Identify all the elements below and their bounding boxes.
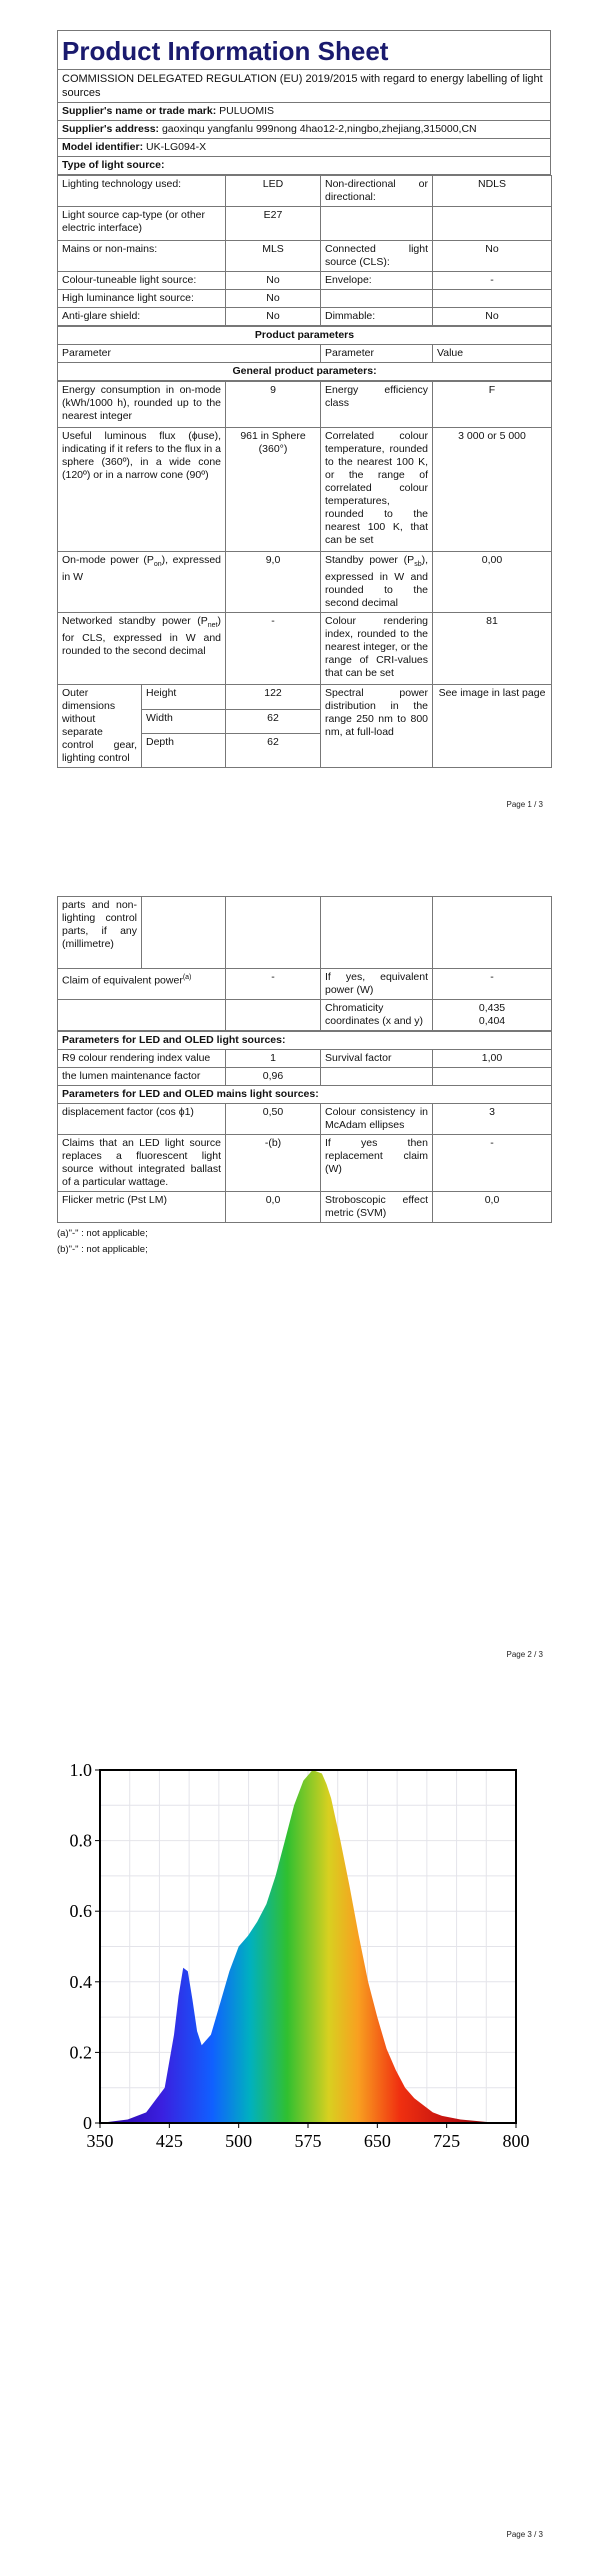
cell-key: Survival factor: [321, 1050, 433, 1068]
product-params-table: [57, 326, 552, 381]
footnote-ref: (a): [182, 974, 192, 981]
table-row: [58, 1050, 552, 1068]
table-row: [58, 308, 552, 326]
page-title: Product Information Sheet: [58, 31, 551, 70]
table-row: [58, 207, 552, 241]
cell-key: [321, 207, 433, 241]
x-tick-label: 725: [433, 2131, 461, 2151]
cell-value: [433, 207, 552, 241]
x-tick-label: 500: [225, 2131, 253, 2151]
cell-key: Non-directional or directional:: [321, 176, 433, 207]
model-label: Model identifier:: [62, 141, 144, 153]
cell-value: E27: [226, 207, 321, 241]
light-source-table: [57, 175, 552, 326]
table-row: [58, 241, 552, 272]
x-tick-label: 425: [155, 2131, 183, 2151]
product-params-heading: Product parameters: [58, 327, 552, 345]
cell-key: [321, 1068, 433, 1086]
cell-key: R9 colour rendering index value: [58, 1050, 226, 1068]
empty-cell: [433, 897, 552, 969]
y-tick-label: 0.4: [69, 1971, 92, 1992]
cell-value: -(b): [226, 1135, 321, 1192]
x-tick-label: 800: [502, 2131, 530, 2151]
cell-key: Colour-tuneable light source:: [58, 272, 226, 290]
cell-key: Flicker metric (Pst LM): [58, 1192, 226, 1223]
cell-key: On-mode power $(P_{on})$, expressed in W: [58, 552, 226, 613]
spectral-power-chart: [62, 1760, 562, 2180]
dimensions-continued-table: [57, 896, 552, 1031]
cell-value: 961 in Sphere (360°): [226, 428, 321, 552]
general-params-table: [57, 381, 552, 768]
col-header-param-2: Parameter: [321, 345, 433, 363]
y-tick-label: 0.6: [69, 1901, 92, 1922]
page-2: [0, 860, 603, 1680]
x-tick-label: 650: [363, 2131, 391, 2151]
cell-key: Energy efficiency class: [321, 382, 433, 428]
cell-key: Standby power $(P_{sb})$, expressed in W and rounded to the second decimal: [321, 552, 433, 613]
cell-key: Dimmable:: [321, 308, 433, 326]
page-number: Page 3 / 3: [506, 2530, 543, 2539]
cell-key: Claims that an LED light source replaces a fluorescent light source without integrated ballast of a particular wattage.: [58, 1135, 226, 1192]
cell-value: [433, 290, 552, 308]
cell-key: If yes, equivalent power (W): [321, 969, 433, 1000]
page-number: Page 1 / 3: [506, 800, 543, 809]
table-row: [58, 969, 552, 1000]
supplier-label: Supplier's name or trade mark:: [62, 105, 217, 117]
y-tick-label: 1.0: [69, 1760, 92, 1780]
page-number: Page 2 / 3: [506, 1650, 543, 1659]
cell-value: No: [433, 241, 552, 272]
led-heading: Parameters for LED and OLED light sources:: [58, 1032, 552, 1050]
cell-value: 9: [226, 382, 321, 428]
y-tick-label: 0.8: [69, 1830, 92, 1851]
depth-label: Depth: [142, 734, 226, 768]
table-row: [58, 1000, 552, 1031]
table-row: [58, 428, 552, 552]
cell-value: -: [433, 969, 552, 1000]
table-row: [58, 552, 552, 613]
cell-key: Anti-glare shield:: [58, 308, 226, 326]
model-row: [58, 139, 551, 157]
width-value: 62: [226, 709, 321, 734]
cell-key: Mains or non-mains:: [58, 241, 226, 272]
regulation-text: COMMISSION DELEGATED REGULATION (EU) 2019/2015 with regard to energy labelling of light sources: [58, 70, 551, 103]
dimensions-label: Outer dimensions without separate control gear, lighting control: [58, 685, 142, 768]
cell-key: displacement factor (cos ϕ1): [58, 1104, 226, 1135]
cell-value: 0,0: [433, 1192, 552, 1223]
depth-value: 62: [226, 734, 321, 768]
cell-value: NDLS: [433, 176, 552, 207]
cell-value: 0,96: [226, 1068, 321, 1086]
address-value: gaoxinqu yangfanlu 999nong 4hao12-2,ningbo,zhejiang,315000,CN: [161, 123, 477, 135]
cell-value: 81: [433, 613, 552, 685]
x-tick-label: 575: [294, 2131, 322, 2151]
cell-key: Connected light source (CLS):: [321, 241, 433, 272]
led-params-table: [57, 1031, 552, 1223]
cell-key: Useful luminous flux (ϕuse), indicating if it refers to the flux in a sphere (360º), in a wide cone (120º) or in a narrow cone (90º): [58, 428, 226, 552]
height-label: Height: [142, 685, 226, 710]
cell-key: If yes then replacement claim (W): [321, 1135, 433, 1192]
cell-value: No: [226, 272, 321, 290]
cell-key: Correlated colour temperature, rounded to the nearest 100 K, or the range of correlated colour temperatures, rounded to the nearest 100 K, that can be set: [321, 428, 433, 552]
dimensions-label-cont: parts and non-lighting control parts, if any (millimetre): [58, 897, 142, 969]
height-value: 122: [226, 685, 321, 710]
cell-key: Light source cap-type (or other electric interface): [58, 207, 226, 241]
empty-cell: [58, 1000, 226, 1031]
cell-value: 3: [433, 1104, 552, 1135]
page-3: [0, 1700, 603, 2560]
table-row: [58, 1068, 552, 1086]
header-table: [57, 30, 551, 175]
table-row: [58, 1104, 552, 1135]
table-row: [58, 290, 552, 308]
cell-value: No: [226, 290, 321, 308]
x-axis-ticks: [87, 2123, 530, 2151]
supplier-value: PULUOMIS: [219, 105, 274, 117]
info-sheet-page-1: [57, 30, 551, 768]
cell-key: High luminance light source:: [58, 290, 226, 308]
cell-key: [321, 290, 433, 308]
cell-value: 0,435 0,404: [433, 1000, 552, 1031]
cell-value: -: [433, 1135, 552, 1192]
cell-key: Envelope:: [321, 272, 433, 290]
cell-value: -: [226, 969, 321, 1000]
cell-key: Lighting technology used:: [58, 176, 226, 207]
cell-key: [58, 969, 226, 1000]
cell-key: the lumen maintenance factor: [58, 1068, 226, 1086]
col-header-param: Parameter: [58, 345, 321, 363]
cell-key: Chromaticity coordinates (x and y): [321, 1000, 433, 1031]
cell-value: 0,50: [226, 1104, 321, 1135]
x-tick-label: 350: [86, 2131, 114, 2151]
cell-key: Networked standby power $(P_{net})$ for CLS, expressed in W and rounded to the second decimal: [58, 613, 226, 685]
supplier-row: [58, 103, 551, 121]
footnote-a: (a)"-" : not applicable;: [57, 1228, 148, 1239]
page-1: [0, 0, 603, 840]
table-row: [58, 685, 552, 710]
empty-cell: [226, 1000, 321, 1031]
cell-value: 1: [226, 1050, 321, 1068]
address-row: [58, 121, 551, 139]
info-sheet-page-2: [57, 896, 551, 1257]
table-row: [58, 613, 552, 685]
cell-value: LED: [226, 176, 321, 207]
empty-cell: [226, 897, 321, 969]
table-row: [58, 176, 552, 207]
col-header-value: Value: [433, 345, 552, 363]
cell-value: 1,00: [433, 1050, 552, 1068]
cell-value: 3 000 or 5 000: [433, 428, 552, 552]
cell-value: No: [226, 308, 321, 326]
table-row: [58, 272, 552, 290]
y-tick-label: 0.2: [69, 2042, 92, 2063]
mains-heading: Parameters for LED and OLED mains light sources:: [58, 1086, 552, 1104]
cell-value: F: [433, 382, 552, 428]
table-row: [58, 382, 552, 428]
cell-key: Energy consumption in on-mode (kWh/1000 h), rounded up to the nearest integer: [58, 382, 226, 428]
cell-value: -: [226, 613, 321, 685]
y-axis-ticks: [70, 1760, 101, 2133]
cell-value: -: [433, 272, 552, 290]
cell-key: Stroboscopic effect metric (SVM): [321, 1192, 433, 1223]
type-heading: Type of light source:: [58, 157, 551, 175]
claim-label: Claim of equivalent power: [62, 974, 183, 987]
general-params-heading: General product parameters:: [58, 363, 552, 381]
cell-key: Colour consistency in McAdam ellipses: [321, 1104, 433, 1135]
cell-value: 0,0: [226, 1192, 321, 1223]
spd-value: See image in last page: [433, 685, 552, 768]
model-value: UK-LG094-X: [146, 141, 207, 153]
cell-value: 0,00: [433, 552, 552, 613]
cell-value: MLS: [226, 241, 321, 272]
table-row: [58, 1192, 552, 1223]
table-row: [58, 897, 552, 969]
cell-key: Colour rendering index, rounded to the nearest integer, or the range of CRI-values that can be set: [321, 613, 433, 685]
address-label: Supplier's address:: [62, 123, 160, 135]
empty-cell: [142, 897, 226, 969]
cell-value: 9,0: [226, 552, 321, 613]
footnote-b: (b)"-" : not applicable;: [57, 1244, 148, 1255]
empty-cell: [321, 897, 433, 969]
cell-value: No: [433, 308, 552, 326]
spd-label: Spectral power distribution in the range 250 nm to 800 nm, at full-load: [321, 685, 433, 768]
width-label: Width: [142, 709, 226, 734]
y-tick-label: 0: [83, 2113, 92, 2133]
cell-value: [433, 1068, 552, 1086]
table-row: [58, 1135, 552, 1192]
